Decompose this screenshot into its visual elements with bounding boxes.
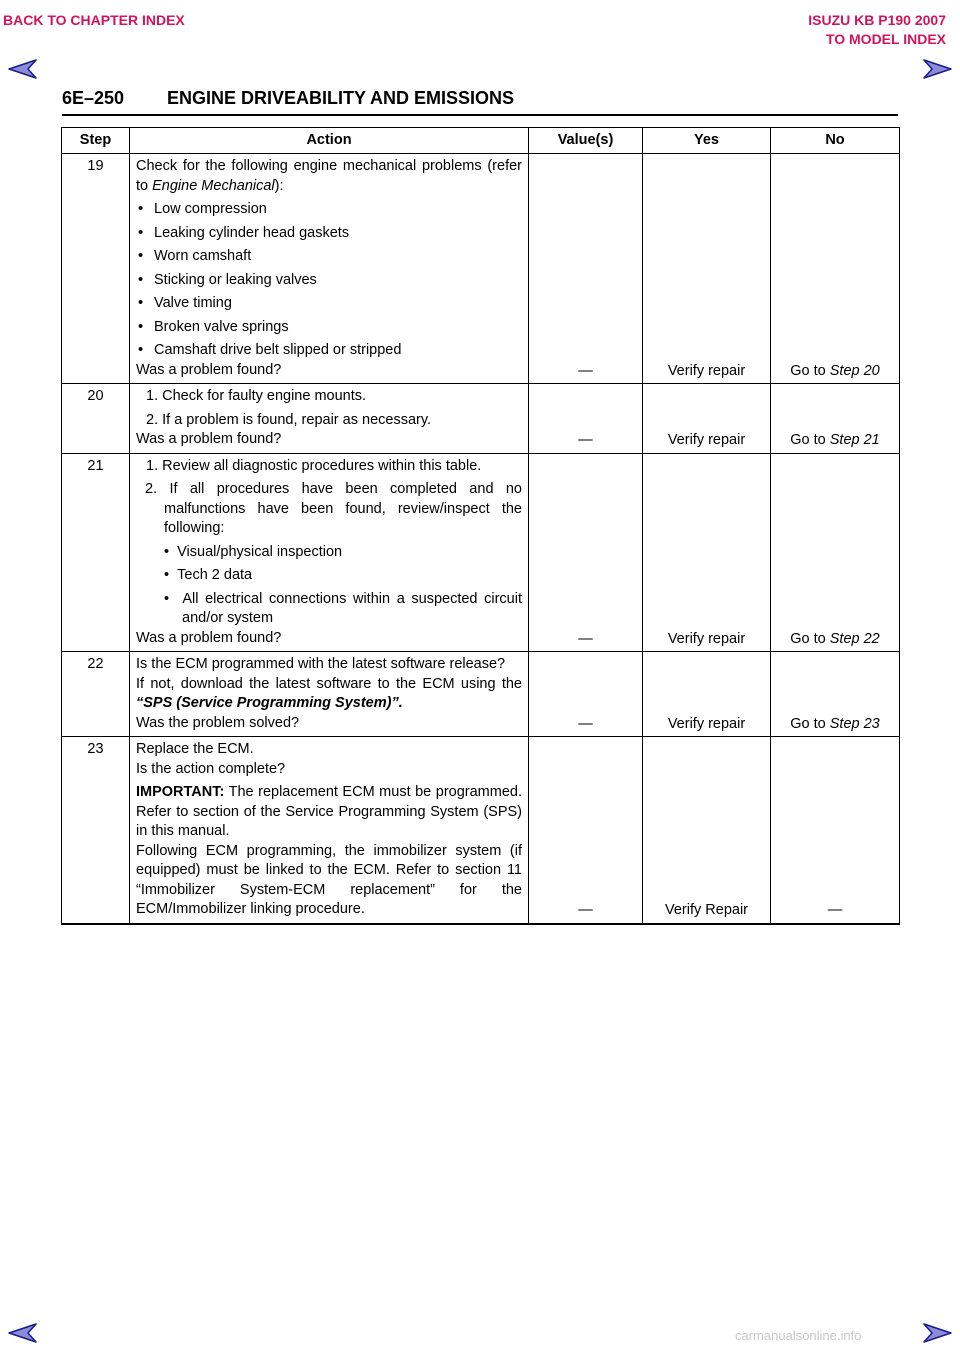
value-cell: — [529,154,643,384]
list-item: • Leaking cylinder head gaskets [136,224,522,244]
yes-cell: Verify repair [643,652,771,737]
column-header-yes: Yes [643,128,771,154]
step-number: 23 [62,737,130,924]
action-cell [130,652,529,737]
list-item: • Worn camshaft [136,247,522,267]
action-cell [130,737,529,924]
yes-cell: Verify repair [643,384,771,454]
table-row [62,652,900,737]
list-item: • Sticking or leaking valves [136,271,522,291]
to-model-index-link[interactable]: TO MODEL INDEX [825,31,946,47]
table-header-row [62,128,900,154]
value-cell: — [529,652,643,737]
model-title-link[interactable]: ISUZU KB P190 2007 [808,12,946,28]
action-text: Replace the ECM. [136,741,254,757]
back-to-chapter-index-link[interactable]: BACK TO CHAPTER INDEX [3,12,185,28]
action-cell [130,453,529,652]
important-note: IMPORTANT: The replacement ECM must be programmed. Refer to section of the Service Programming System (SPS) in this manual. [136,784,522,839]
value-cell: — [529,384,643,454]
action-cell [130,154,529,384]
column-header-action: Action [130,128,529,154]
no-cell: Go to Step 23 [771,652,900,737]
forward-arrow-icon[interactable] [922,1322,952,1344]
back-arrow-icon[interactable] [8,58,38,80]
list-item: 2. If all procedures have been completed and no malfunctions have been found, review/inspect the following: [145,481,522,536]
no-cell: Go to Step 22 [771,453,900,652]
step-number: 19 [62,154,130,384]
no-cell: — [771,737,900,924]
action-cell [130,384,529,454]
question-text: Was a problem found? [136,629,282,646]
column-header-step: Step [62,128,130,154]
sps-reference: “SPS (Service Programming System)”. [136,695,403,711]
list-item: • Tech 2 data [164,567,253,583]
step-number: 21 [62,453,130,652]
yes-cell: Verify Repair [643,737,771,924]
page-title: ENGINE DRIVEABILITY AND EMISSIONS [167,88,515,108]
no-cell: Go to Step 20 [771,154,900,384]
action-intro: Check for the following engine mechanical problems (refer to Engine Mechanical): [136,158,522,194]
list-item: 2. If a problem is found, repair as necessary. [146,411,432,428]
column-header-no: No [771,128,900,154]
action-text: Following ECM programming, the immobilizer system (if equipped) must be linked to the ECM. Refer to section 11 “Immobilizer System-ECM replacement” for the ECM/Immobilizer linking procedure. [136,842,522,917]
value-cell: — [529,453,643,652]
page-number: 6E–250 [62,88,125,108]
reference-text: Engine Mechanical [152,177,275,194]
question-text: Was a problem found? [136,361,282,378]
yes-cell: Verify repair [643,154,771,384]
diagnostic-table [61,127,900,925]
question-text: Was the problem solved? [136,714,300,731]
page-header [62,86,898,116]
list-item: • Camshaft drive belt slipped or stripped [136,341,522,361]
table-row [62,737,900,924]
step-link[interactable]: Step 23 [829,715,880,732]
question-text: Is the action complete? [136,760,286,777]
action-text: If not, download the latest software to the ECM using the “SPS (Service Programming System)”. [136,675,522,711]
list-item: 1. Check for faulty engine mounts. [146,388,367,404]
forward-arrow-icon[interactable] [922,58,952,80]
watermark: carmanualsonline.info [735,1328,862,1343]
step-number: 22 [62,652,130,737]
important-label: IMPORTANT: [136,784,225,800]
step-link[interactable]: Step 20 [829,362,880,379]
step-link[interactable]: Step 21 [829,432,880,448]
list-item: • All electrical connections within a suspected circuit and/or system [164,590,522,626]
list-item: • Valve timing [136,294,522,314]
list-item: 1. Review all diagnostic procedures within this table. [146,457,482,474]
value-cell: — [529,737,643,924]
list-item: • Broken valve springs [136,318,522,338]
table-row [62,384,900,454]
step-link[interactable]: Step 22 [829,630,880,647]
no-cell: Go to Step 21 [771,384,900,454]
action-text: Is the ECM programmed with the latest software release? [136,656,506,672]
question-text: Was a problem found? [136,431,282,447]
step-number: 20 [62,384,130,454]
list-item: • Visual/physical inspection [164,543,343,560]
table-row [62,453,900,652]
table-row [62,154,900,384]
column-header-values: Value(s) [529,128,643,154]
back-arrow-icon[interactable] [8,1322,38,1344]
yes-cell: Verify repair [643,453,771,652]
list-item: • Low compression [136,200,522,220]
